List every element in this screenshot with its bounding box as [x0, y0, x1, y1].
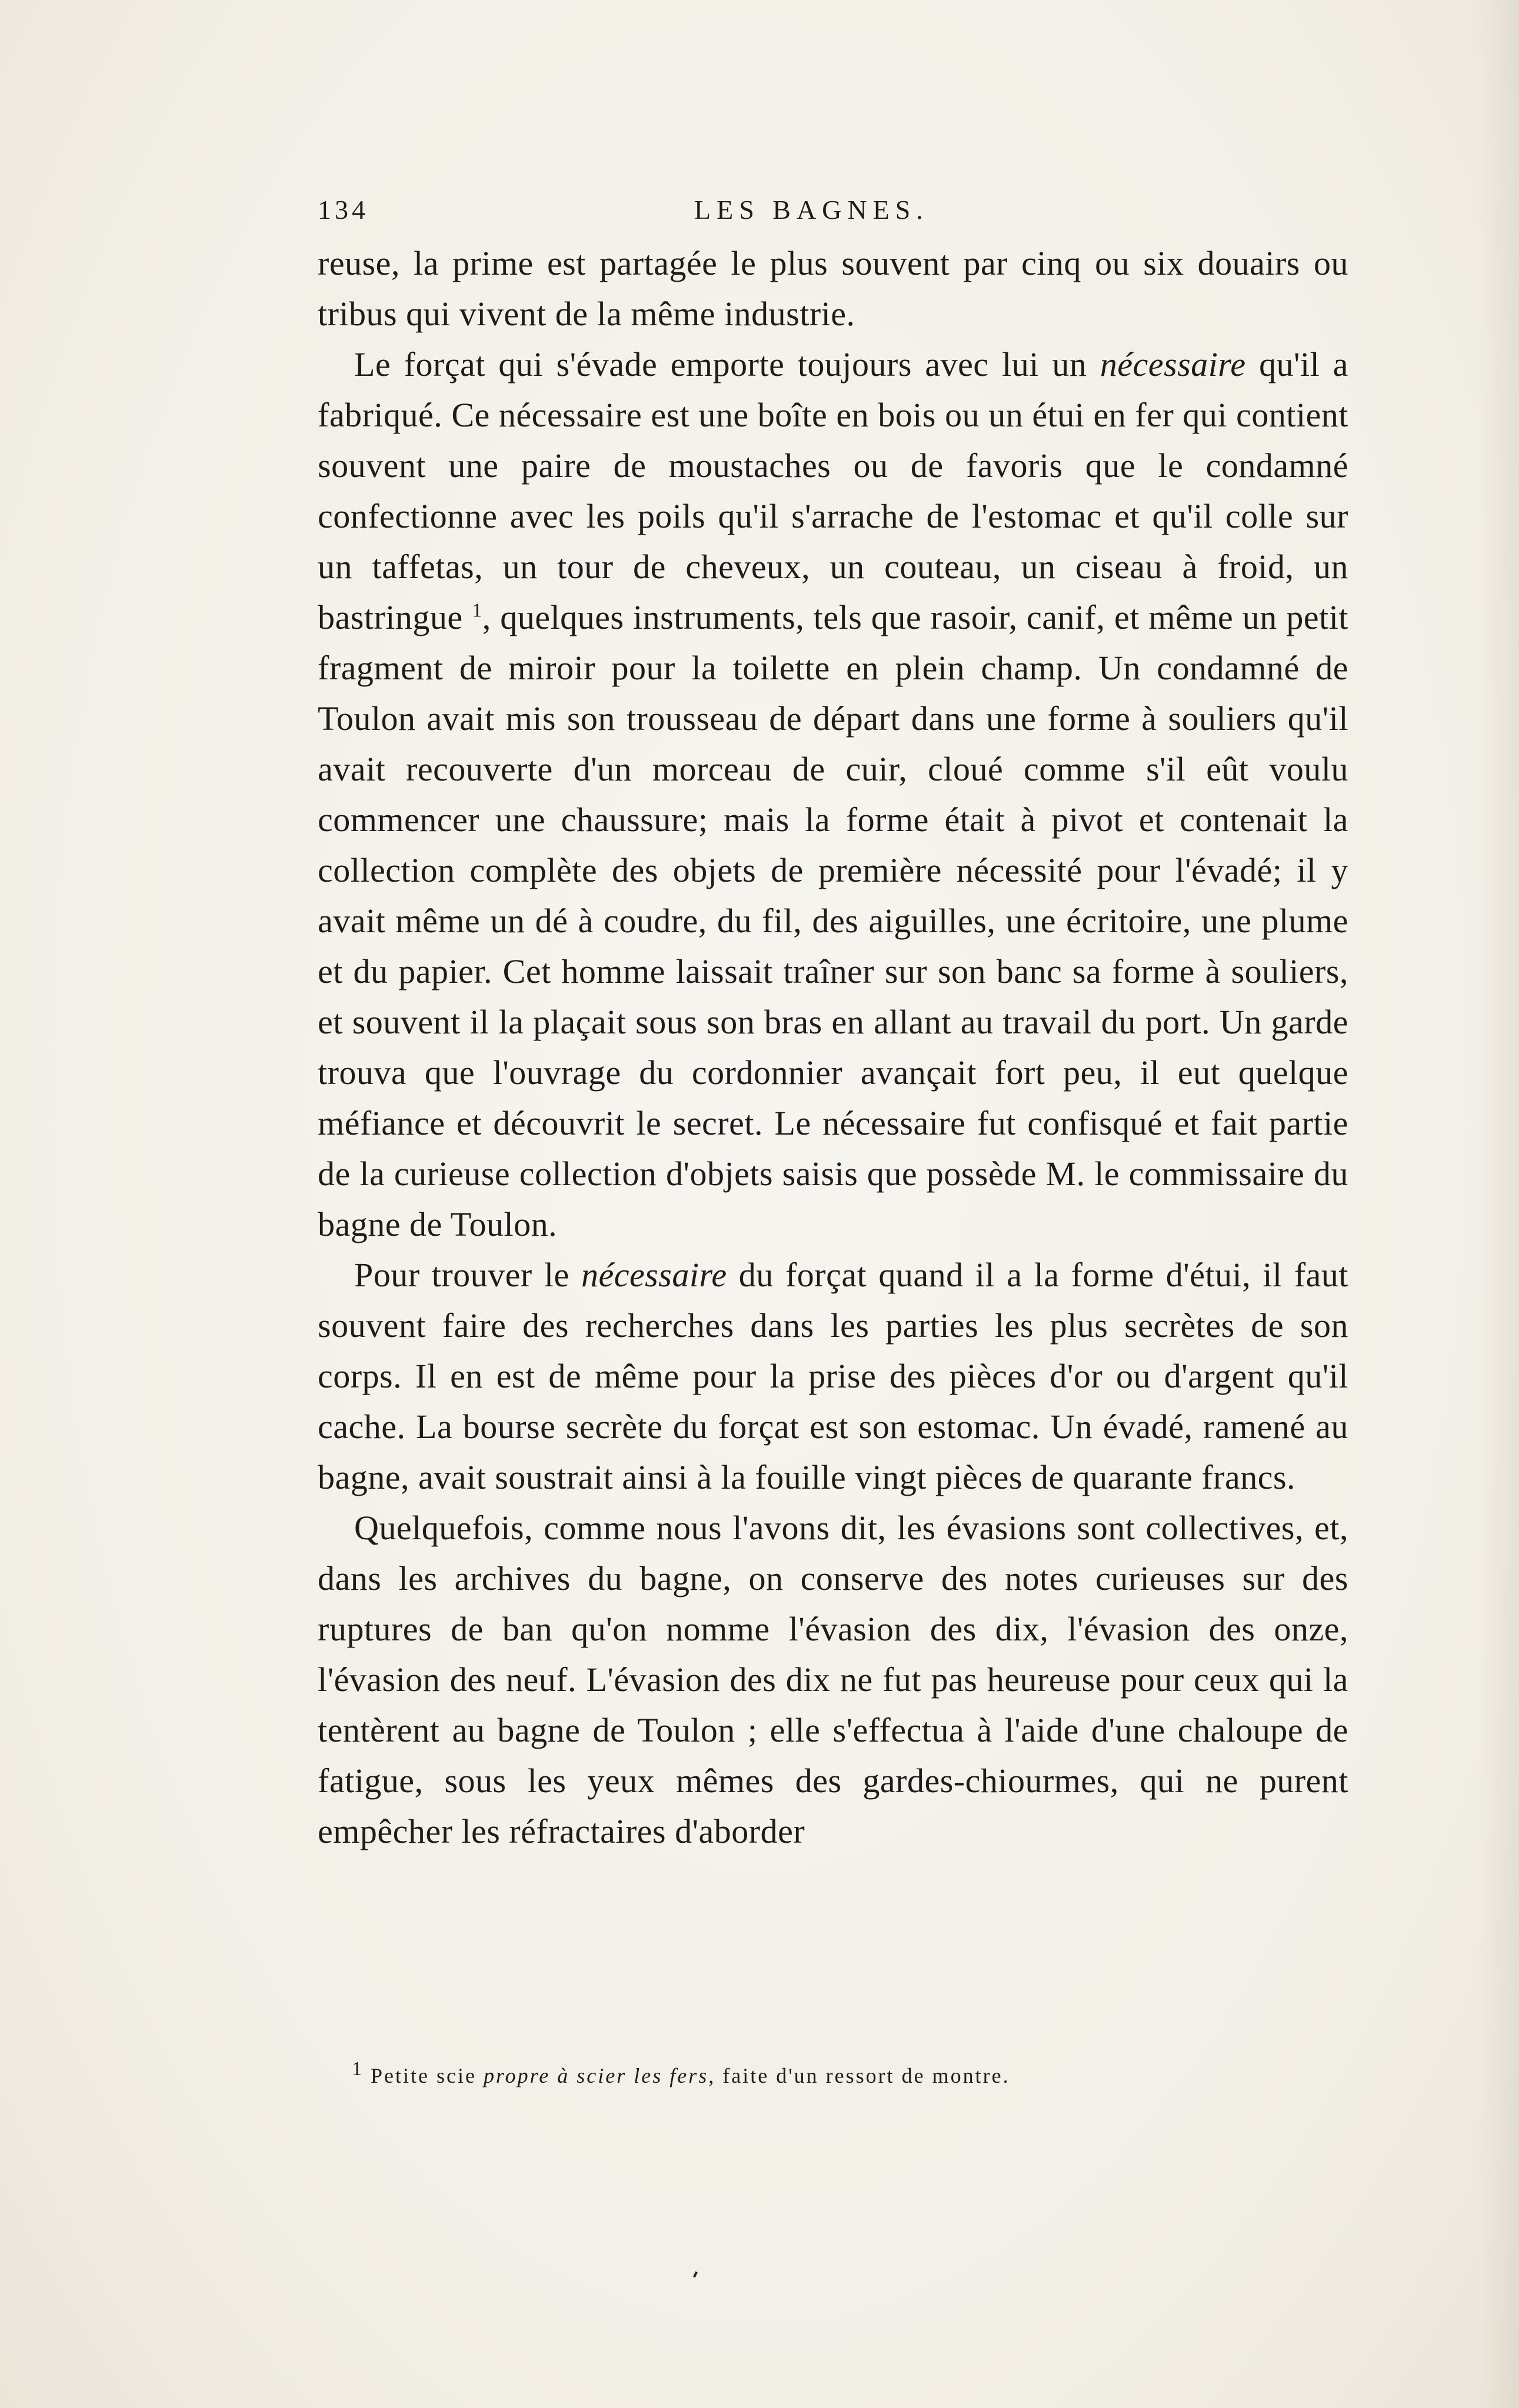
page-header [318, 194, 1348, 235]
footnote [352, 2058, 1352, 2088]
italic-term: nécessaire [581, 1256, 727, 1294]
paragraph [318, 1250, 1348, 1503]
body-text [318, 238, 1348, 1857]
text-run: qu'il a fabriqué. Ce nécessaire est une boîte en bois ou un étui en fer qui contient souvent une paire de moustaches ou de favoris que le condamné confectionne avec les poils qu'il s'arrache de l'estomac et qu'il colle sur un taffetas, un tour de cheveux, un couteau, un ciseau à froid, un bastringue [318, 345, 1349, 636]
footnote-text-after: , faite d'un ressort de montre. [708, 2064, 1010, 2087]
footnote-marker: 1 [352, 2058, 364, 2080]
page-number: 134 [318, 195, 369, 225]
page-edge-shadow [1478, 0, 1519, 2408]
paragraph [318, 339, 1348, 1250]
text-run: reuse, la prime est partagée le plus souvent par cinq ou six douairs ou tribus qui vivent de la même industrie. [318, 244, 1348, 333]
italic-term: nécessaire [1100, 345, 1246, 383]
footnote-text-italic: propre à scier les fers [483, 2064, 709, 2087]
running-head: LES BAGNES. [694, 195, 929, 225]
text-run: Quelquefois, comme nous l'avons dit, les évasions sont collectives, et, dans les archives du bagne, on conserve des notes curieuses sur des ruptures de ban qu'on nomme l'évasion des dix, l'évasion des onze, l'évasion des neuf. L'évasion des dix ne fut pas heureuse pour ceux qui la tentèrent au bagne de Toulon ; elle s'effectua à l'aide d'une chaloupe de fatigue, sous les yeux mêmes des gardes-chiourmes, qui ne purent empêcher les réfractaires d'aborder [318, 1509, 1348, 1850]
footnote-reference: 1 [472, 599, 482, 622]
paragraph [318, 1503, 1348, 1857]
footnote-text-before: Petite scie [364, 2064, 484, 2087]
text-run: , quelques instruments, tels que rasoir, canif, et même un petit fragment de miroir pour la toilette en plein champ. Un condamné de Toulon avait mis son trousseau de départ dans une forme à souliers qu'il avait recouverte d'un morceau de cuir, cloué comme s'il eût voulu commencer une chaussure; mais la forme était à pivot et contenait la collection complète des objets de première nécessité pour l'évadé; il y avait même un dé à coudre, du fil, des aiguilles, une écritoire, une plume et du papier. Cet homme laissait traîner sur son banc sa forme à souliers, et souvent il la plaçait sous son bras en allant au travail du port. Un garde trouva que l'ouvrage du cordonnier avançait fort peu, il eut quelque méfiance et découvrit le secret. Le nécessaire fut confisqué et fait partie de la curieuse collection d'objets saisis que possède M. le commissaire du bagne de Toulon. [318, 598, 1348, 1243]
paper-speck [693, 2272, 698, 2278]
text-run: Pour trouver le [354, 1256, 581, 1294]
text-run: Le forçat qui s'évade emporte toujours avec lui un [354, 345, 1100, 383]
paragraph [318, 238, 1348, 339]
text-run: du forçat quand il a la forme d'étui, il faut souvent faire des recherches dans les parties les plus secrètes de son corps. Il en est de même pour la prise des pièces d'or ou d'argent qu'il cache. La bourse secrète du forçat est son estomac. Un évadé, ramené au bagne, avait soustrait ainsi à la fouille vingt pièces de quarante francs. [318, 1256, 1348, 1496]
